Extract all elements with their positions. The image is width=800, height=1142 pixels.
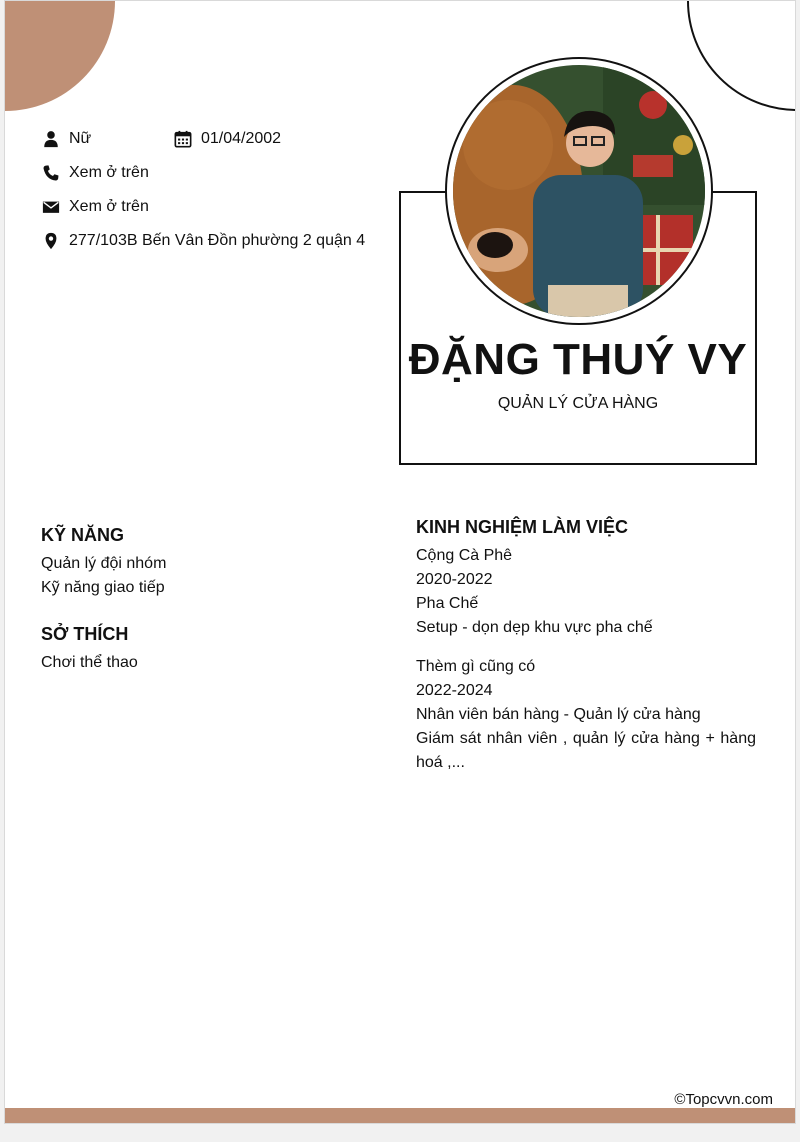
gender-value: Nữ	[69, 130, 92, 147]
email-value: Xem ở trên	[69, 198, 149, 215]
corner-decoration-blob	[4, 0, 115, 111]
job-description: Setup - dọn dẹp khu vực pha chế	[416, 619, 653, 636]
contact-phone	[41, 163, 149, 183]
contact-gender	[41, 129, 91, 149]
cv-page	[4, 0, 796, 1124]
skills-heading: KỸ NĂNG	[41, 525, 125, 545]
contact-address	[41, 231, 365, 251]
footer-accent-bar	[5, 1108, 796, 1124]
person-icon	[41, 129, 61, 149]
calendar-icon	[173, 129, 193, 149]
job-company: Thèm gì cũng có	[416, 658, 536, 675]
job-role: Pha Chế	[416, 595, 479, 612]
experience-heading: KINH NGHIỆM LÀM VIỆC	[416, 517, 629, 537]
job-period: 2022-2024	[416, 682, 493, 699]
candidate-name: ĐẶNG THUÝ VY	[408, 335, 748, 384]
phone-icon	[41, 163, 61, 183]
address-value: 277/103B Bến Vân Đồn phường 2 quận 4	[69, 232, 366, 249]
skill-item: Quản lý đội nhóm	[41, 555, 167, 572]
location-pin-icon	[41, 231, 61, 251]
job-role: Nhân viên bán hàng - Quản lý cửa hàng	[416, 706, 701, 723]
birthday-value: 01/04/2002	[201, 130, 282, 147]
corner-decoration-ring	[687, 0, 796, 111]
contact-email	[41, 197, 149, 217]
skill-item: Kỹ năng giao tiếp	[41, 579, 165, 596]
job-description: Giám sát nhân viên , quản lý cửa hàng + hàng hoá ,...	[416, 730, 756, 771]
phone-value: Xem ở trên	[69, 164, 149, 181]
job-company: Cộng Cà Phê	[416, 547, 513, 564]
hobby-item: Chơi thể thao	[41, 654, 138, 671]
job-period: 2020-2022	[416, 571, 493, 588]
contact-birthday	[173, 129, 281, 149]
footer-credit: ©Topcvvn.com	[674, 1091, 773, 1108]
mail-icon	[41, 197, 61, 217]
candidate-position: QUẢN LÝ CỬA HÀNG	[497, 395, 659, 412]
hobbies-heading: SỞ THÍCH	[41, 624, 129, 644]
avatar	[453, 65, 705, 317]
